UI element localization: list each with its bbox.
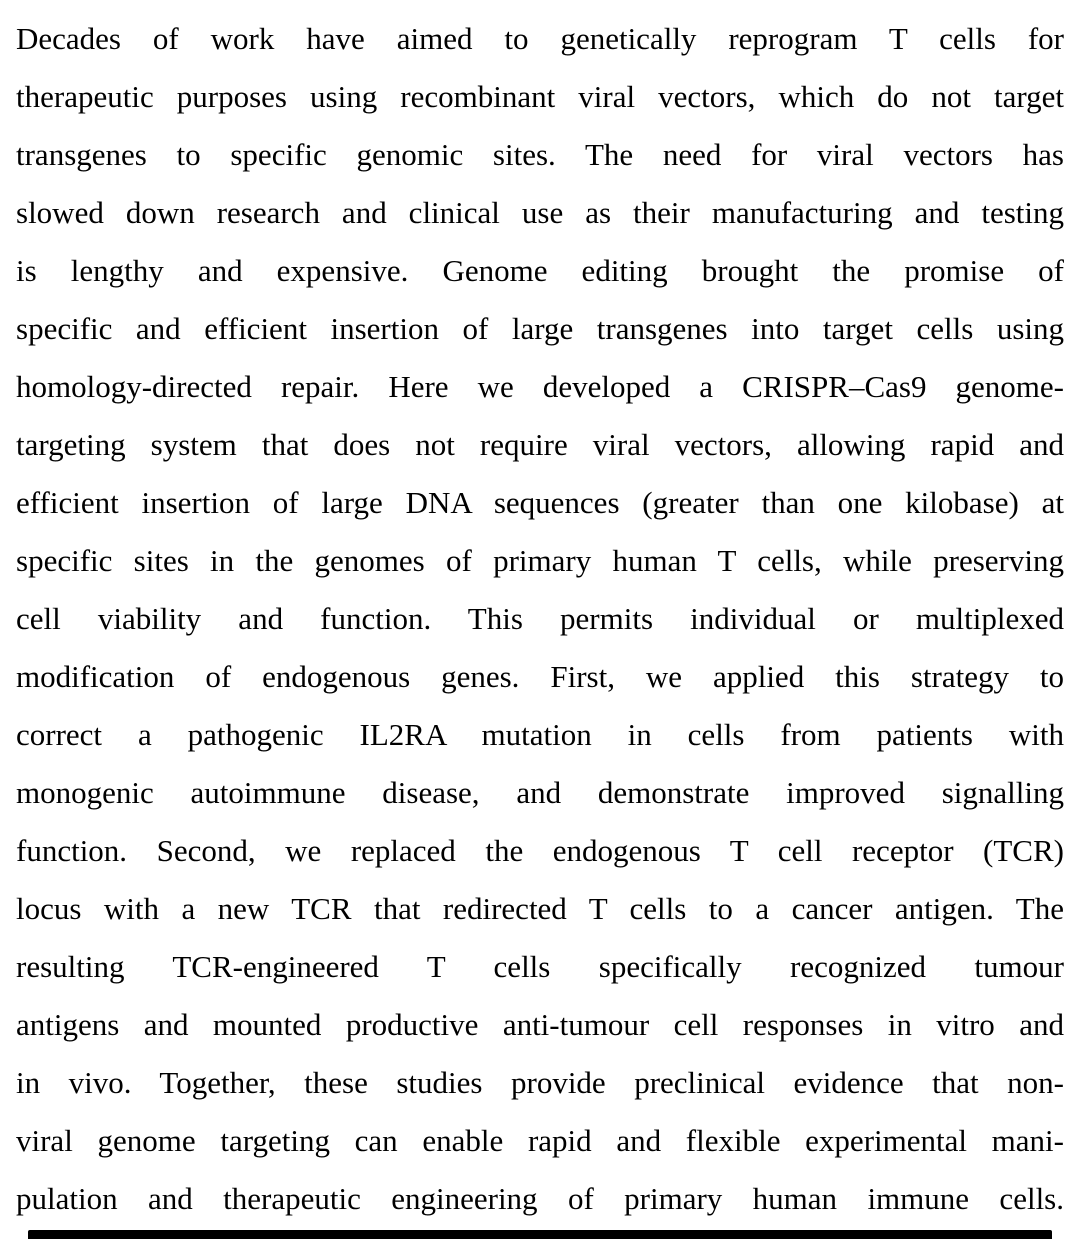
- abstract-paragraph: [16, 10, 1064, 1228]
- text-line: function. Second, we replaced the endogenous T cell receptor (TCR): [16, 833, 1064, 868]
- text-line: correct a pathogenic IL2RA mutation in cells from patients with: [16, 717, 1064, 752]
- text-line: is lengthy and expensive. Genome editing brought the promise of: [16, 253, 1064, 288]
- text-line: targeting system that does not require viral vectors, allowing rapid and: [16, 427, 1064, 462]
- text-line: resulting TCR-engineered T cells specifically recognized tumour: [16, 949, 1064, 984]
- text-line: monogenic autoimmune disease, and demonstrate improved signalling: [16, 775, 1064, 810]
- text-line: locus with a new TCR that redirected T cells to a cancer antigen. The: [16, 891, 1064, 926]
- text-line: transgenes to specific genomic sites. The need for viral vectors has: [16, 137, 1064, 172]
- text-line: slowed down research and clinical use as their manufacturing and testing: [16, 195, 1064, 230]
- text-line: viral genome targeting can enable rapid and flexible experimental mani-: [16, 1123, 1064, 1158]
- text-line: homology-directed repair. Here we developed a CRISPR–Cas9 genome-: [16, 369, 1064, 404]
- text-line: pulation and therapeutic engineering of primary human immune cells.: [16, 1181, 1064, 1216]
- bottom-divider: [28, 1230, 1052, 1239]
- text-line: cell viability and function. This permits individual or multiplexed: [16, 601, 1064, 636]
- text-line: in vivo. Together, these studies provide preclinical evidence that non-: [16, 1065, 1064, 1100]
- text-line: efficient insertion of large DNA sequences (greater than one kilobase) at: [16, 485, 1064, 520]
- text-line: specific sites in the genomes of primary human T cells, while preserving: [16, 543, 1064, 578]
- text-line: therapeutic purposes using recombinant viral vectors, which do not target: [16, 79, 1064, 114]
- text-line: modification of endogenous genes. First, we applied this strategy to: [16, 659, 1064, 694]
- text-line: Decades of work have aimed to genetically reprogram T cells for: [16, 21, 1064, 56]
- text-line: antigens and mounted productive anti-tumour cell responses in vitro and: [16, 1007, 1064, 1042]
- text-line: specific and efficient insertion of large transgenes into target cells using: [16, 311, 1064, 346]
